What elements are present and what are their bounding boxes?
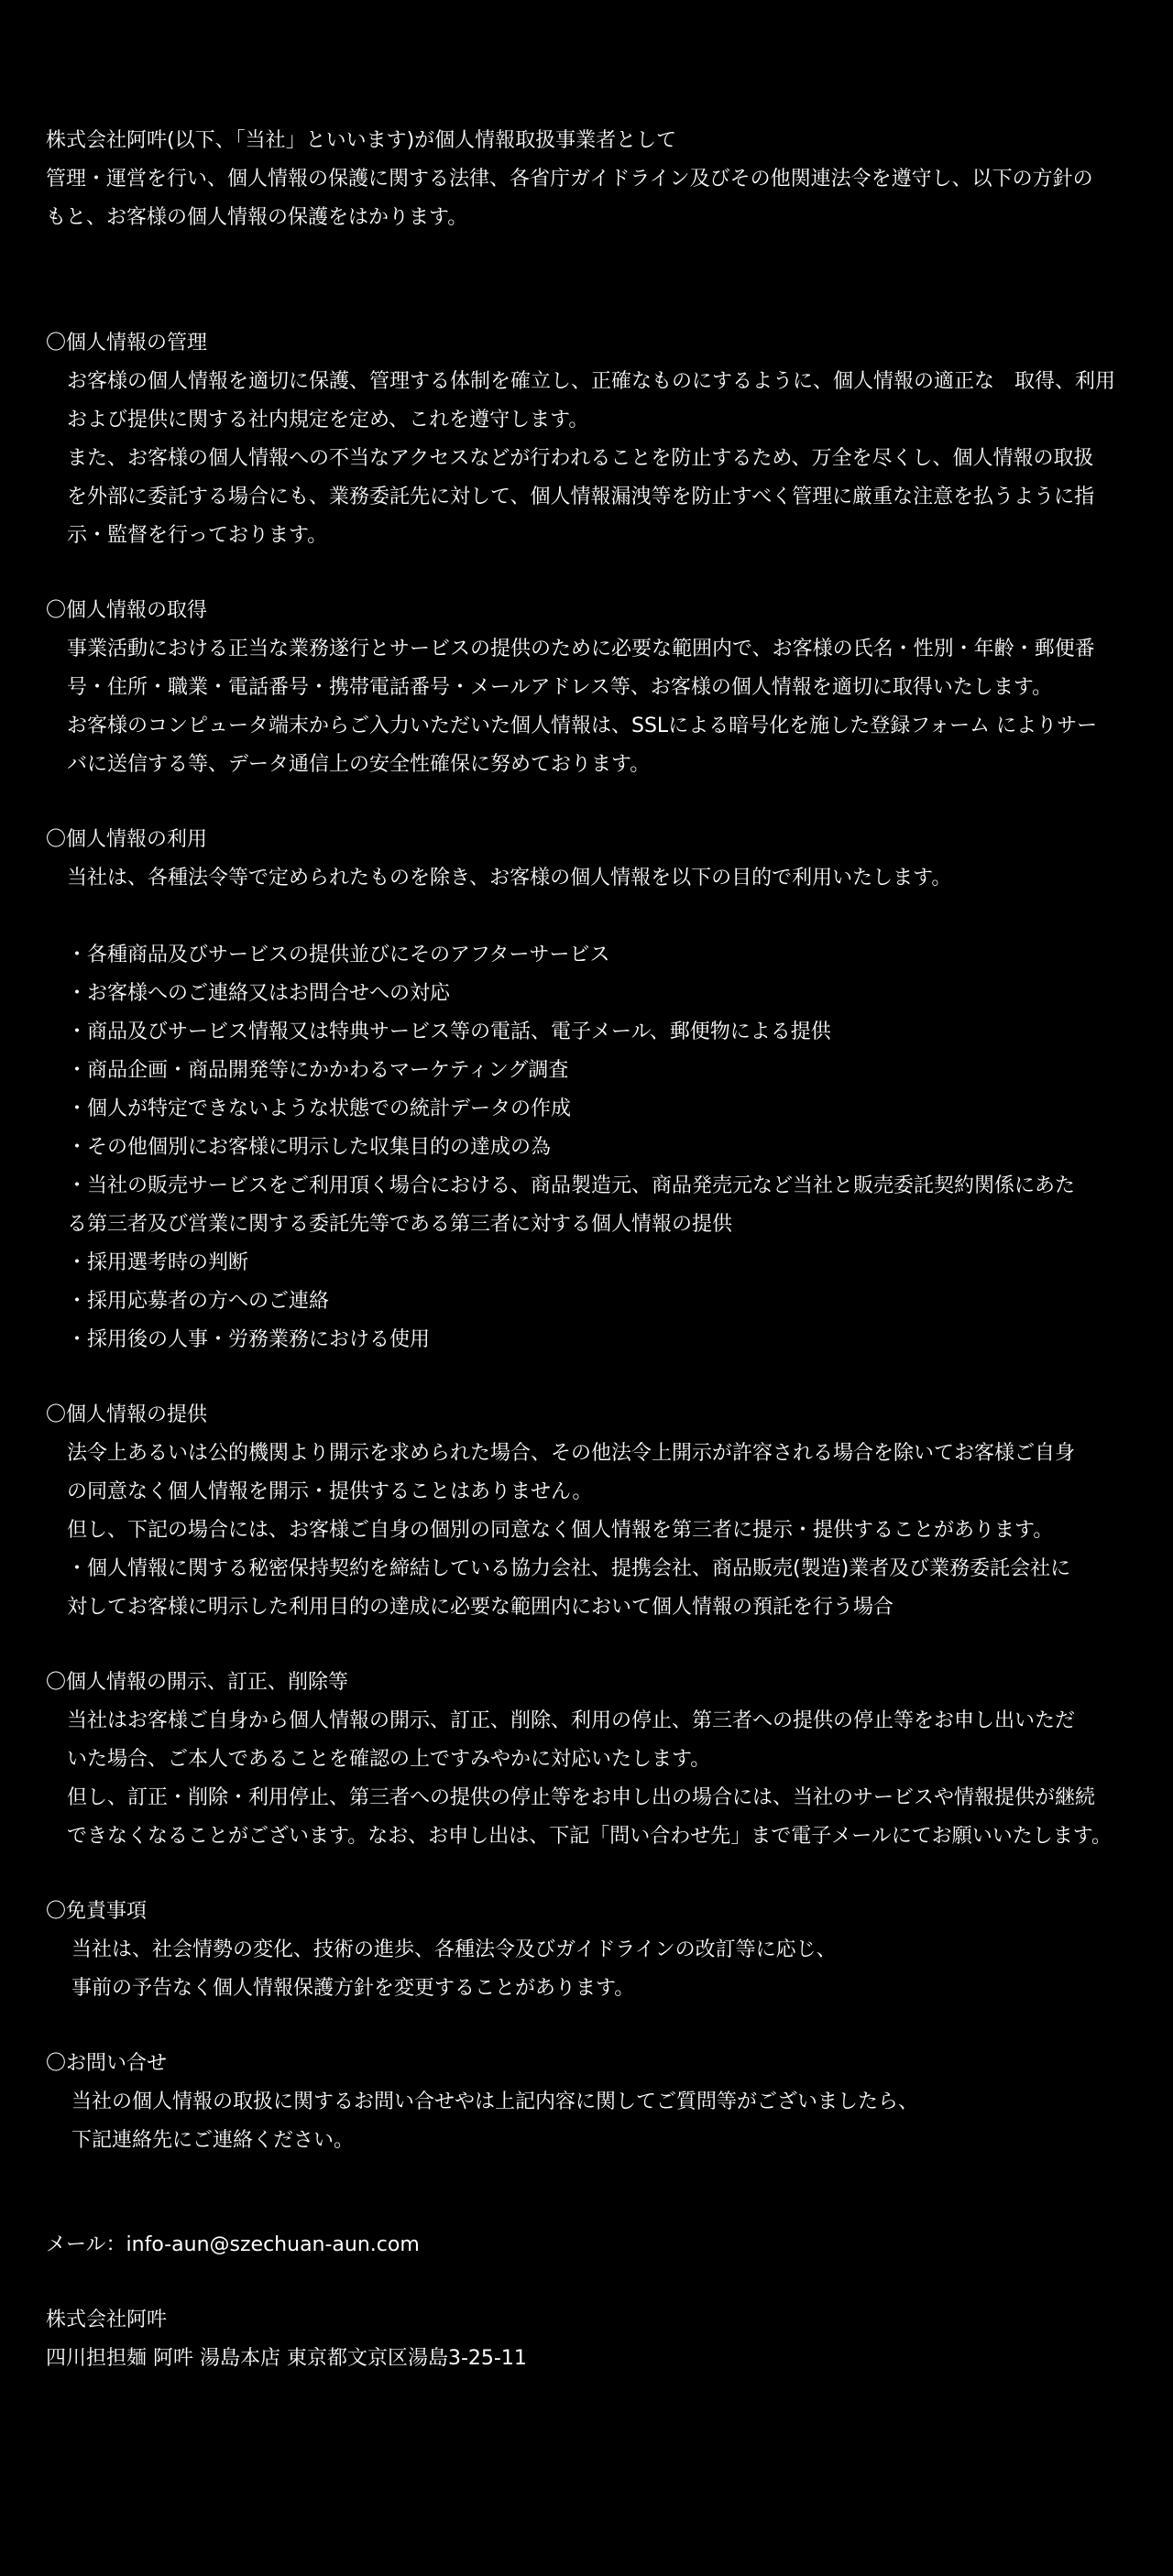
section-line: 対してお客様に明示した利用目的の達成に必要な範囲内において個人情報の預託を行う場合: [67, 1596, 894, 1619]
section-heading: 〇個人情報の管理: [46, 332, 208, 355]
section-line: および提供に関する社内規定を定め、これを遵守します。: [67, 409, 589, 431]
section-line: また、お客様の個人情報への不当なアクセスなどが行われることを防止するため、万全を尽くし、個人情報の取扱: [67, 447, 1094, 470]
section-disclaimer: [46, 1893, 1127, 2008]
section-line: の同意なく個人情報を開示・提供することはありません。: [67, 1480, 593, 1503]
section-line: 下記連絡先にご連絡ください。: [71, 2129, 355, 2152]
section-line: バに送信する等、データ通信上の安全性確保に努めております。: [67, 753, 651, 776]
section-body: [46, 859, 1127, 1359]
section-body: [46, 2083, 1127, 2160]
list-item: ・商品及びサービス情報又は特典サービス等の電話、電子メール、郵便物による提供: [67, 1021, 831, 1043]
list-item: る第三者及び営業に関する委託先等である第三者に対する個人情報の提供: [67, 1213, 733, 1236]
section-usage: [46, 821, 1127, 1359]
section-heading: 〇個人情報の開示、訂正、削除等: [46, 1671, 349, 1694]
section-line: 但し、訂正・削除・利用停止、第三者への提供の停止等をお申し出の場合には、当社のサービスや情報提供が継続: [67, 1786, 1096, 1809]
list-item: ・その他個別にお客様に明示した収集目的の達成の為: [67, 1136, 552, 1159]
section-line: 事業活動における正当な業務遂行とサービスの提供のために必要な範囲内で、お客様の氏名・性別・年齢・郵便番: [67, 638, 1095, 660]
section-heading: 〇個人情報の提供: [46, 1403, 208, 1426]
section-line: 当社はお客様ご自身から個人情報の開示、訂正、削除、利用の停止、第三者への提供の停止等をお申し出いただ: [67, 1709, 1076, 1732]
company-address: 四川担担麺 阿吽 湯島本店 東京都文京区湯島3-25-11: [46, 2347, 527, 2370]
intro-line: もと、お客様の個人情報の保護をはかります。: [46, 206, 468, 229]
section-line: 法令上あるいは公的機関より開示を求められた場合、その他法令上開示が許容される場合を除いてお客様ご自身: [67, 1442, 1076, 1465]
section-line: 当社は、社会情勢の変化、技術の進歩、各種法令及びガイドラインの改訂等に応じ、: [71, 1938, 837, 1961]
section-line: 事前の予告なく個人情報保護方針を変更することがあります。: [71, 1977, 635, 2000]
intro-line: 株式会社阿吽(以下、「当社」といいます)が個人情報取扱事業者として: [46, 129, 677, 152]
company-name: 株式会社阿吽: [46, 2309, 168, 2331]
list-item: ・商品企画・商品開発等にかかわるマーケティング調査: [67, 1059, 569, 1082]
section-body: [46, 1931, 1127, 2008]
section-line: いた場合、ご本人であることを確認の上ですみやかに対応いたします。: [67, 1748, 711, 1771]
section-line: 当社は、各種法令等で定められたものを除き、お客様の個人情報を以下の目的で利用いたします。: [67, 867, 952, 890]
section-line: 但し、下記の場合には、お客様ご自身の個別の同意なく個人情報を第三者に提示・提供することがあります。: [67, 1519, 1054, 1542]
company-block: [46, 2301, 1127, 2378]
section-heading: 〇お問い合せ: [46, 2052, 168, 2075]
section-line: お客様の個人情報を適切に保護、管理する体制を確立し、正確なものにするように、個人情報の適正な 取得、利用: [67, 370, 1116, 393]
section-line: ・個人情報に関する秘密保持契約を締結している協力会社、提携会社、商品販売(製造)業者及び業務委託会社に: [67, 1557, 1071, 1580]
contact-block: [46, 2226, 1127, 2378]
intro-paragraph: [46, 122, 1127, 237]
section-line: を外部に委託する場合にも、業務委託先に対して、個人情報漏洩等を防止すべく管理に厳重な注意を払うように指: [67, 486, 1095, 508]
section-heading: 〇個人情報の利用: [46, 828, 208, 851]
section-line: 号・住所・職業・電話番号・携帯電話番号・メールアドレス等、お客様の個人情報を適切に取得いたします。: [67, 676, 1053, 699]
section-line: できなくなることがございます。なお、お申し出は、下記「問い合わせ先」まで電子メールにてお願いいたします。: [67, 1825, 1113, 1848]
section-management: [46, 324, 1127, 555]
list-item: ・当社の販売サービスをご利用頂く場合における、商品製造元、商品発売元など当社と販売委託契約関係にあた: [67, 1174, 1076, 1197]
list-item: ・各種商品及びサービスの提供並びにそのアフターサービス: [67, 944, 610, 966]
blank-line: [67, 898, 1127, 936]
section-line: 示・監督を行っております。: [67, 524, 328, 547]
list-item: ・採用応募者の方へのご連絡: [67, 1290, 330, 1313]
list-item: ・採用選考時の判断: [67, 1251, 249, 1274]
section-body: [46, 630, 1127, 784]
intro-line: 管理・運営を行い、個人情報の保護に関する法律、各省庁ガイドライン及びその他関連法令を遵守し、以下の方針の: [46, 168, 1093, 191]
section-heading: 〇免責事項: [46, 1900, 148, 1923]
section-line: 当社の個人情報の取扱に関するお問い合せやは上記内容に関してご質問等がございましたら、: [71, 2090, 919, 2113]
section-inquiry: [46, 2045, 1127, 2160]
section-disclosure: [46, 1664, 1127, 1856]
section-provision: [46, 1396, 1127, 1627]
section-body: [46, 363, 1127, 555]
section-body: [46, 1435, 1127, 1627]
section-line: お客様のコンピュータ端末からご入力いただいた個人情報は、SSLによる暗号化を施した登録フォーム によりサー: [67, 715, 1098, 737]
section-heading: 〇個人情報の取得: [46, 599, 208, 622]
list-item: ・個人が特定できないような状態での統計データの作成: [67, 1097, 572, 1120]
list-item: ・お客様へのご連絡又はお問合せへの対応: [67, 982, 451, 1005]
list-item: ・採用後の人事・労務業務における使用: [67, 1328, 431, 1351]
contact-email: メール：info-aun@szechuan-aun.com: [46, 2233, 420, 2256]
section-body: [46, 1702, 1127, 1856]
section-acquisition: [46, 592, 1127, 784]
